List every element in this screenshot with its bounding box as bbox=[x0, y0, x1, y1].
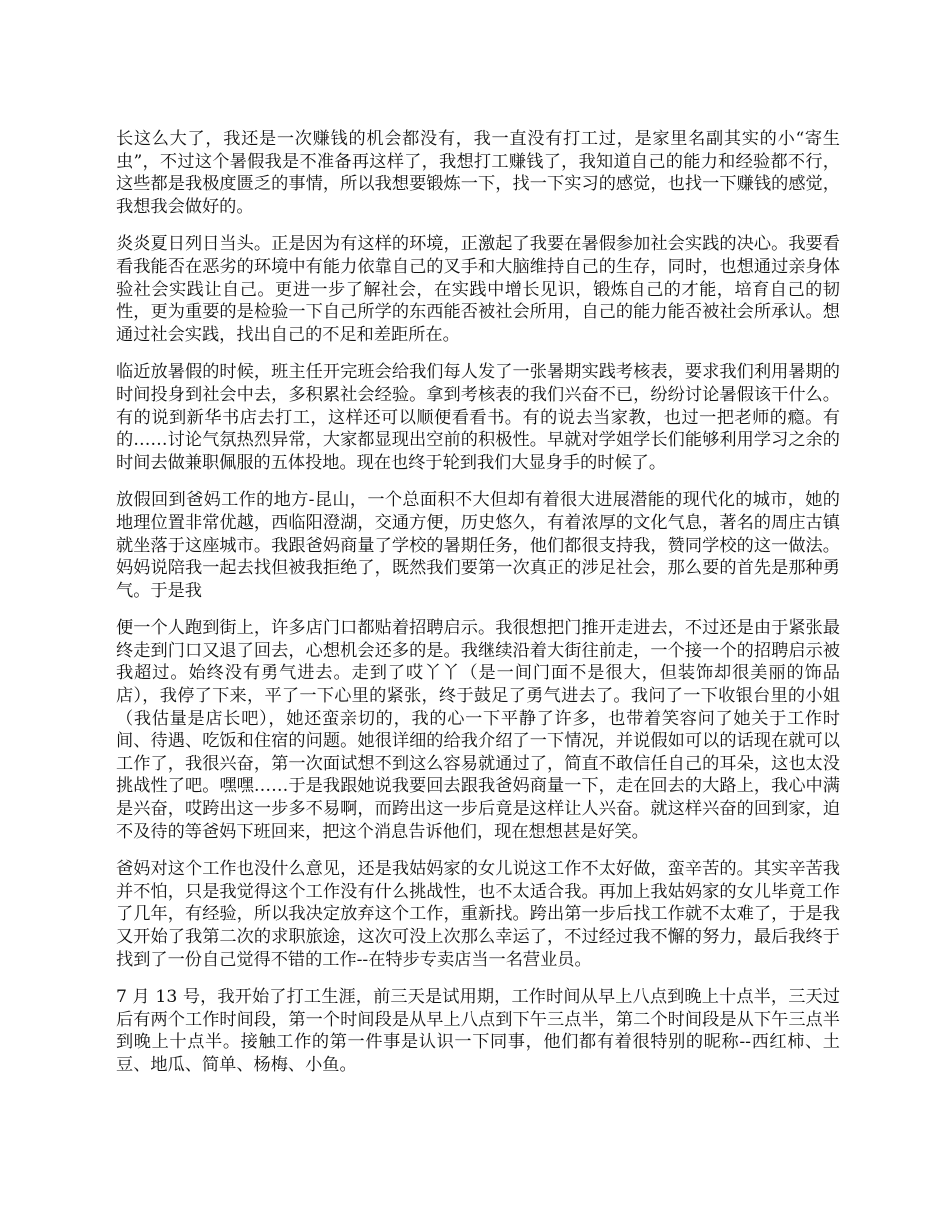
paragraph-1: 长这么大了，我还是一次赚钱的机会都没有，我一直没有打工过，是家里名副其实的小“寄生虫”，不过这个暑假我是不准备再这样了，我想打工赚钱了，我知道自己的能力和经验都不行，这些都是我极度匮乏的事情，所以我想要锻炼一下，找一下实习的感觉，也找一下赚钱的感觉，我想我会做好的。 bbox=[116, 129, 840, 217]
paragraph-4: 放假回到爸妈工作的地方-昆山，一个总面积不大但却有着很大进展潜能的现代化的城市，她的地理位置非常优越，西临阳澄湖，交通方便，历史悠久，有着浓厚的文化气息，著名的周庄古镇就坐落于这座城市。我跟爸妈商量了学校的暑期任务，他们都很支持我，赞同学校的这一做法。妈妈说陪我一起去找但被我拒绝了，既然我们要第一次真正的涉足社会，那么要的首先是那种勇气。于是我 bbox=[116, 490, 840, 601]
paragraph-6: 爸妈对这个工作也没什么意见，还是我姑妈家的女儿说这工作不太好做，蛮辛苦的。其实辛苦我并不怕，只是我觉得这个工作没有什么挑战性，也不太适合我。再加上我姑妈家的女儿毕竟工作了几年，有经验，所以我决定放弃这个工作，重新找。跨出第一步后找工作就不太难了，于是我又开始了我第二次的求职旅途，这次可没上次那么幸运了，不过经过我不懈的努力，最后我终于找到了一份自己觉得不错的工作--在特步专卖店当一名营业员。 bbox=[116, 859, 840, 970]
paragraph-2: 炎炎夏日列日当头。正是因为有这样的环境，正激起了我要在暑假参加社会实践的决心。我要看看我能否在恶劣的环境中有能力依靠自己的叉手和大脑维持自己的生存，同时，也想通过亲身体验社会实践让自己。更进一步了解社会，在实践中增长见识，锻炼自己的才能，培育自己的韧性，更为重要的是检验一下自己所学的东西能否被社会所用，自己的能力能否被社会所承认。想通过社会实践，找出自己的不足和差距所在。 bbox=[116, 234, 840, 345]
document-page bbox=[116, 128, 840, 1092]
paragraph-5: 便一个人跑到街上，许多店门口都贴着招聘启示。我很想把门推开走进去，不过还是由于紧张最终走到门口又退了回去，心想机会还多的是。我继续沿着大街往前走，一个接一个的招聘启示被我超过。始终没有勇气进去。走到了哎丫丫（是一间门面不是很大，但装饰却很美丽的饰品店），我停了下来，平了一下心里的紧张，终于鼓足了勇气进去了。我问了一下收银台里的小姐（我估量是店长吧），她还蛮亲切的，我的心一下平静了许多，也带着笑容问了她关于工作时间、待遇、吃饭和住宿的问题。她很详细的给我介绍了一下情况，并说假如可以的话现在就可以工作了，我很兴奋，第一次面试想不到这么容易就通过了，简直不敢信任自己的耳朵，这也太没挑战性了吧。嘿嘿……于是我跟她说我要回去跟我爸妈商量一下，走在回去的大路上，我心中满是兴奋，哎跨出这一步多不易啊，而跨出这一步后竟是这样让人兴奋。就这样兴奋的回到家，迫不及待的等爸妈下班回来，把这个消息告诉他们，现在想想甚是好笑。 bbox=[116, 618, 840, 842]
paragraph-7: 7 月 13 号，我开始了打工生涯，前三天是试用期，工作时间从早上八点到晚上十点半，三天过后有两个工作时间段，第一个时间段是从早上八点到下午三点半，第二个时间段是从下午三点半到晚上十点半。接触工作的第一件事是认识一下同事，他们都有着很特别的昵称--西红柿、土豆、地瓜、简单、杨梅、小鱼。 bbox=[116, 987, 840, 1075]
paragraph-3: 临近放暑假的时候，班主任开完班会给我们每人发了一张暑期实践考核表，要求我们利用暑期的时间投身到社会中去，多积累社会经验。拿到考核表的我们兴奋不已，纷纷讨论暑假该干什么。有的说到新华书店去打工，这样还可以顺便看看书。有的说去当家教，也过一把老师的瘾。有的……讨论气氛热烈异常，大家都显现出空前的积极性。早就对学姐学长们能够利用学习之余的时间去做兼职佩服的五体投地。现在也终于轮到我们大显身手的时候了。 bbox=[116, 362, 840, 473]
